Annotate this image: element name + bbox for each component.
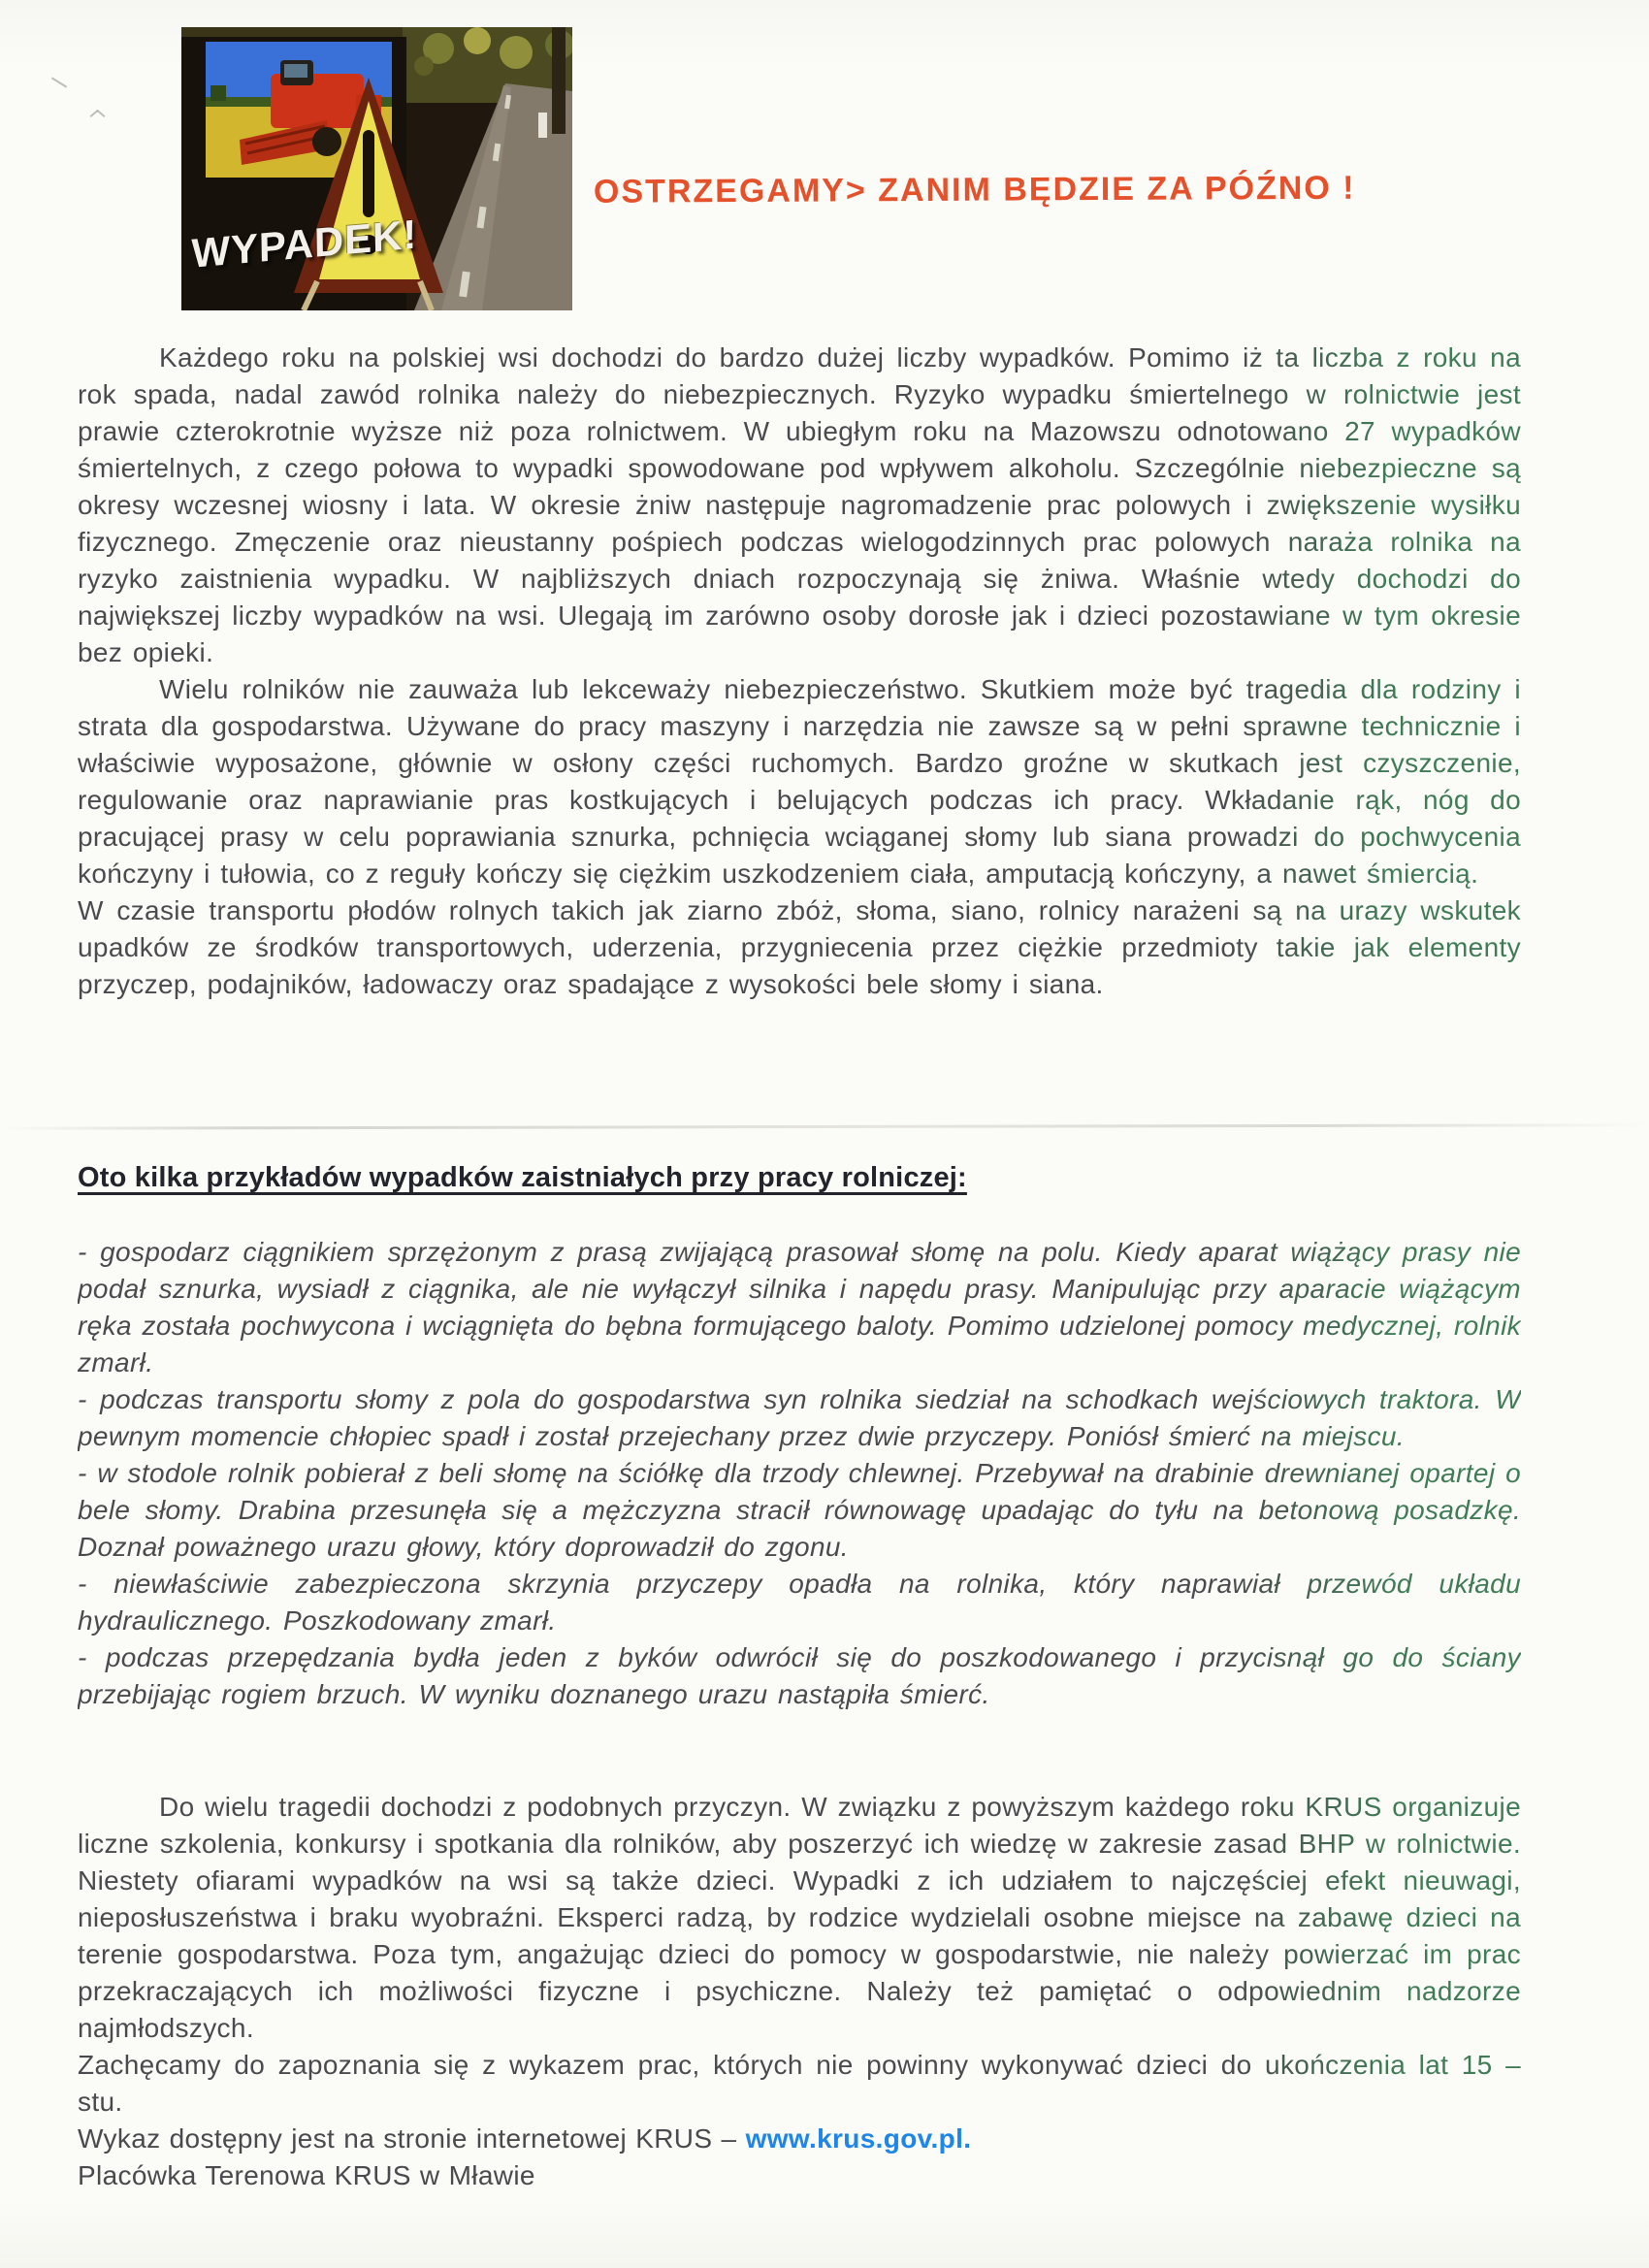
examples-heading: Oto kilka przykładów wypadków zaistniałych przy pracy rolniczej: [78, 1162, 967, 1193]
scan-artifact [97, 110, 106, 117]
example-item-3: - w stodole rolnik pobierał z beli słomę na ściółkę dla trzody chlewnej. Przebywał na drabinie drewnianej opartej o bele słomy. Drabina przesunęła się a mężczyzna stracił równowagę upadając do tyłu na betonową posadzkę. Doznał poważnego urazu głowy, który doprowadził do zgonu. [78, 1455, 1521, 1566]
examples-list [78, 1234, 1521, 1713]
intro-section [78, 340, 1521, 1003]
signature-line: Placówka Terenowa KRUS w Mławie [78, 2160, 535, 2190]
example-item-5: - podczas przepędzania bydła jeden z byków odwrócił się do poszkodowanego i przycisnął go do ściany przebijając rogiem brzuch. W wyniku doznanego urazu nastąpiła śmierć. [78, 1639, 1521, 1713]
encouragement-paragraph: Zachęcamy do zapoznania się z wykazem prac, których nie powinny wykonywać dzieci do ukończenia lat 15 – stu. [78, 2047, 1521, 2121]
closing-section [78, 1789, 1521, 2194]
website-line [78, 2121, 1521, 2157]
closing-paragraph: Do wielu tragedii dochodzi z podobnych przyczyn. W związku z powyższym każdego roku KRUS organizuje liczne szkolenia, konkursy i spotkania dla rolników, aby poszerzyć ich wiedzę w zakresie zasad BHP w rolnictwie. Niestety ofiarami wypadków na wsi są także dzieci. Wypadki z ich udziałem to najczęściej efekt nieuwagi, nieposłuszeństwa i braku wyobraźni. Eksperci radzą, by rodzice wydzielali osobne miejsce na zabawę dzieci na terenie gospodarstwa. Poza tym, angażując dzieci do pomocy w gospodarstwie, nie należy powierzać im prac przekraczających ich możliwości fizyczne i psychiczne. Należy też pamiętać o odpowiednim nadzorze najmłodszych. [78, 1789, 1521, 2047]
example-item-1: - gospodarz ciągnikiem sprzężonym z prasą zwijającą prasował słomę na polu. Kiedy aparat wiążący prasy nie podał sznurka, wysiadł z ciągnika, ale nie wyłączył silnika i napędu prasy. Manipulując przy aparacie wiążącym ręka została pochwycona i wciągnięta do bębna formującego baloty. Pomimo udzielonej pomocy medycznej, rolnik zmarł. [78, 1234, 1521, 1381]
document-headline: OSTRZEGAMY> ZANIM BĘDZIE ZA PÓŹNO ! [593, 169, 1356, 211]
photo-caption: WYPADEK! [191, 211, 418, 276]
intro-paragraph-3: W czasie transportu płodów rolnych takich jak ziarno zbóż, słoma, siano, rolnicy narażeni są na urazy wskutek upadków ze środków transportowych, uderzenia, przygniecenia przez ciężkie przedmioty takie jak elementy przyczep, podajników, ładowaczy oraz spadające z wysokości bele słomy i siana. [78, 892, 1521, 1003]
example-item-4: - niewłaściwie zabezpieczona skrzynia przyczepy opadła na rolnika, który naprawiał przewód układu hydraulicznego. Poszkodowany zmarł. [78, 1566, 1521, 1639]
accident-warning-photo [181, 27, 572, 310]
krus-website-link[interactable]: www.krus.gov.pl. [745, 2123, 972, 2154]
intro-paragraph-2: Wielu rolników nie zauważa lub lekceważy niebezpieczeństwo. Skutkiem może być tragedia dla rodziny i strata dla gospodarstwa. Używane do pracy maszyny i narzędzia nie zawsze są w pełni sprawne technicznie i właściwie wyposażone, głównie w osłony części ruchomych. Bardzo groźne w skutkach jest czyszczenie, regulowanie oraz naprawianie pras kostkujących i belujących podczas ich pracy. Wkładanie rąk, nóg do pracującej prasy w celu poprawiania sznurka, pchnięcia wciąganej słomy lub siana prowadzi do pochwycenia kończyny i tułowia, co z reguły kończy się ciężkim uszkodzeniem ciała, amputacją kończyny, a nawet śmiercią. [78, 671, 1521, 892]
website-line-prefix: Wykaz dostępny jest na stronie internetowej KRUS – [78, 2123, 746, 2154]
intro-paragraph-1: Każdego roku na polskiej wsi dochodzi do bardzo dużej liczby wypadków. Pomimo iż ta liczba z roku na rok spada, nadal zawód rolnika należy do niebezpiecznych. Ryzyko wypadku śmiertelnego w rolnictwie jest prawie czterokrotnie wyższe niż poza rolnictwem. W ubiegłym roku na Mazowszu odnotowano 27 wypadków śmiertelnych, z czego połowa to wypadki spowodowane pod wpływem alkoholu. Szczególnie niebezpieczne są okresy wczesnej wiosny i lata. W okresie żniw następuje nagromadzenie prac polowych i zwiększenie wysiłku fizycznego. Zmęczenie oraz nieustanny pośpiech podczas wielogodzinnych prac polowych naraża rolnika na ryzyko zaistnienia wypadku. W najbliższych dniach rozpoczynają się żniwa. Właśnie wtedy dochodzi do największej liczby wypadków na wsi. Ulegają im zarówno osoby dorosłe jak i dzieci pozostawiane w tym okresie bez opieki. [78, 340, 1521, 671]
scan-artifact [51, 77, 67, 87]
scan-crease-artifact [0, 1123, 1649, 1130]
example-item-2: - podczas transportu słomy z pola do gospodarstwa syn rolnika siedział na schodkach wejściowych traktora. W pewnym momencie chłopiec spadł i został przejechany przez dwie przyczepy. Poniósł śmierć na miejscu. [78, 1381, 1521, 1455]
